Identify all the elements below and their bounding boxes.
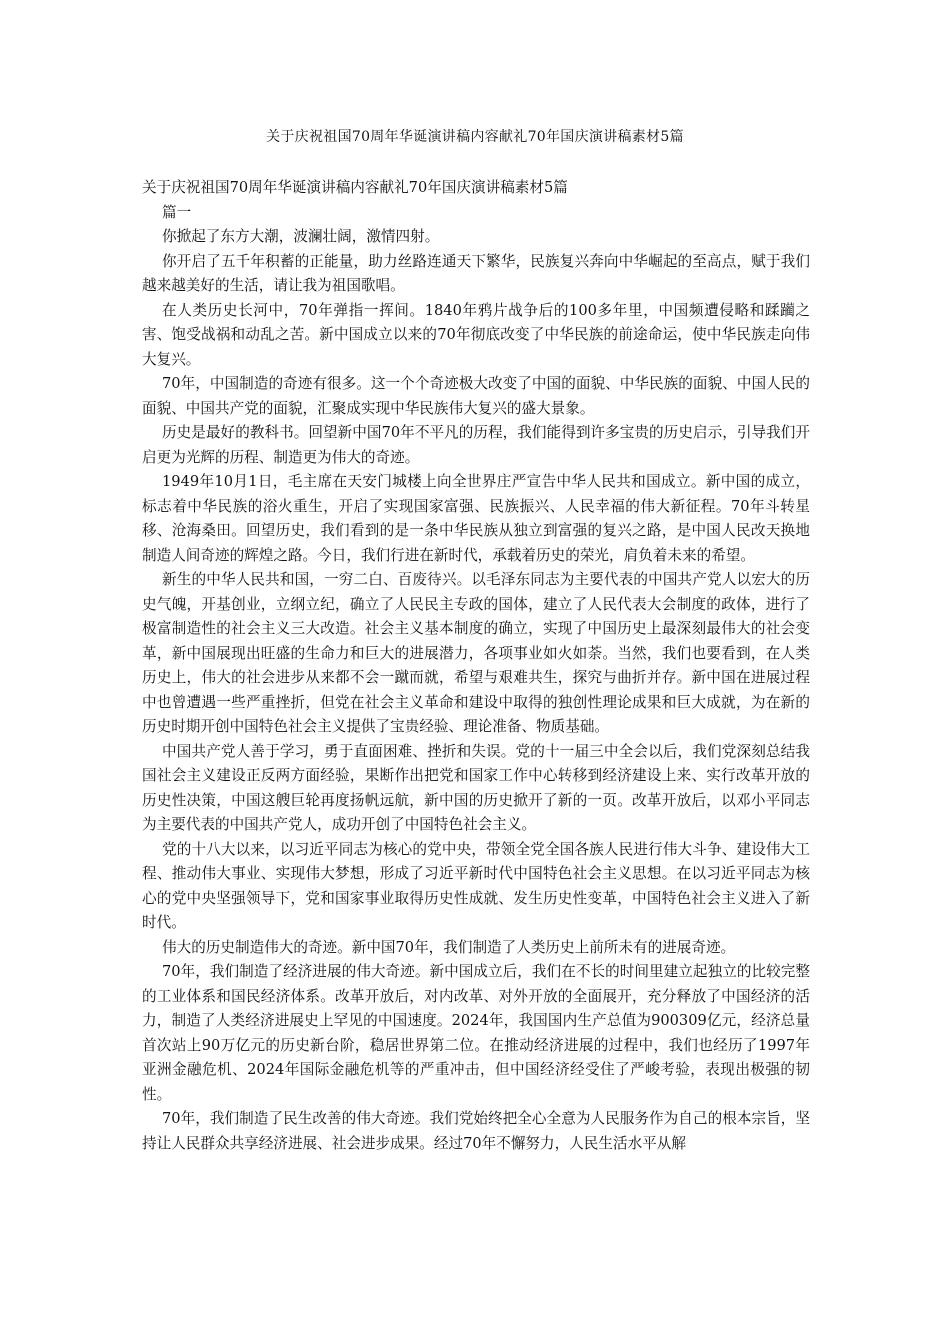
paragraph-10: 伟大的历史制造伟大的奇迹。新中国70年，我们制造了人类历史上前所未有的进展奇迹。 — [162, 938, 736, 956]
page-header-title: 关于庆祝祖国70周年华诞演讲稿内容献礼70年国庆演讲稿素材5篇 — [266, 129, 684, 145]
paragraph-9: 党的十八大以来，以习近平同志为核心的党中央，带领全党全国各族人民进行伟大斗争、建设伟大工程、推动伟大事业、实现伟大梦想，形成了习近平新时代中国特色社会主义思想。在以习近平同志为核心的党中央坚强领导下，党和国家事业取得历史性成就、发生历史性变革，中国特色社会主义进入了新时代。 — [142, 840, 810, 931]
paragraph-2: 你开启了五千年积蓄的正能量，助力丝路连通天下繁华，民族复兴奔向中华崛起的至高点，赋于我们越来越美好的生活，请让我为祖国歌唱。 — [142, 252, 810, 294]
paragraph-8: 中国共产党人善于学习，勇于直面困难、挫折和失误。党的十一届三中全会以后，我们党深刻总结我国社会主义建设正反两方面经验，果断作出把党和国家工作中心转移到经济建设上来、实行改革开放的历史性决策，中国这艘巨轮再度扬帆远航，新中国的历史掀开了新的一页。改革开放后，以邓小平同志为主要代表的中国共产党人，成功开创了中国特色社会主义。 — [142, 742, 810, 833]
paragraph-5: 历史是最好的教科书。回望新中国70年不平凡的历程，我们能得到许多宝贵的历史启示，引导我们开启更为光辉的历程、制造更为伟大的奇迹。 — [142, 424, 810, 466]
paragraph-12: 70年，我们制造了民生改善的伟大奇迹。我们党始终把全心全意为人民服务作为自己的根本宗旨，坚持让人民群众共享经济进展、社会进步成果。经过70年不懈努力，人民生活水平从解 — [142, 1110, 810, 1152]
paragraph-7: 新生的中华人民共和国，一穷二白、百废待兴。以毛泽东同志为主要代表的中国共产党人以宏大的历史气魄，开基创业，立纲立纪，确立了人民民主专政的国体，建立了人民代表大会制度的政体，进行了极富制造性的社会主义三大改造。社会主义基本制度的确立，实现了中国历史上最深刻最伟大的社会变革，新中国展现出旺盛的生命力和巨大的进展潜力，各项事业如火如荼。当然，我们也要看到，在人类历史上，伟大的社会进步从来都不会一蹴而就，希望与艰难共生，探究与曲折并存。新中国在进展过程中也曾遭遇一些严重挫折，但党在社会主义革命和建设中取得的独创性理论成果和巨大成就，为在新的历史时期开创中国特色社会主义提供了宝贵经验、理论准备、物质基础。 — [142, 571, 810, 735]
paragraph-3: 在人类历史长河中，70年弹指一挥间。1840年鸦片战争后的100多年里，中国频遭侵略和蹂躏之害、饱受战祸和动乱之苦。新中国成立以来的70年彻底改变了中华民族的前途命运，使中华民族走向伟大复兴。 — [142, 301, 810, 368]
paragraph-6: 1949年10月1日，毛主席在天安门城楼上向全世界庄严宣告中华人民共和国成立。新中国的成立，标志着中华民族的浴火重生，开启了实现国家富强、民族振兴、人民幸福的伟大新征程。70年斗转星移、沧海桑田。回望历史，我们看到的是一条中华民族从独立到富强的复兴之路，是中国人民改天换地制造人间奇迹的辉煌之路。今日，我们行进在新时代，承载着历史的荣光，肩负着未来的希望。 — [142, 473, 810, 564]
section-label: 篇一 — [162, 203, 192, 221]
document-body — [142, 176, 810, 1156]
document-title: 关于庆祝祖国70周年华诞演讲稿内容献礼70年国庆演讲稿素材5篇 — [142, 179, 568, 196]
paragraph-1: 你掀起了东方大潮，波澜壮阔，激情四射。 — [162, 228, 440, 245]
paragraph-4: 70年，中国制造的奇迹有很多。这一个个奇迹极大改变了中国的面貌、中华民族的面貌、中国人民的面貌、中国共产党的面貌，汇聚成实现中华民族伟大复兴的盛大景象。 — [142, 375, 810, 417]
paragraph-11: 70年，我们制造了经济进展的伟大奇迹。新中国成立后，我们在不长的时间里建立起独立的比较完整的工业体系和国民经济体系。改革开放后，对内改革、对外开放的全面展开，充分释放了中国经济的活力，制造了人类经济进展史上罕见的中国速度。2024年，我国国内生产总值为900309亿元，经济总量首次站上90万亿元的历史新台阶，稳居世界第二位。在推动经济进展的过程中，我们也经历了1997年亚洲金融危机、2024年国际金融危机等的严重冲击，但中国经济经受住了严峻考验，表现出极强的韧性。 — [142, 963, 810, 1103]
